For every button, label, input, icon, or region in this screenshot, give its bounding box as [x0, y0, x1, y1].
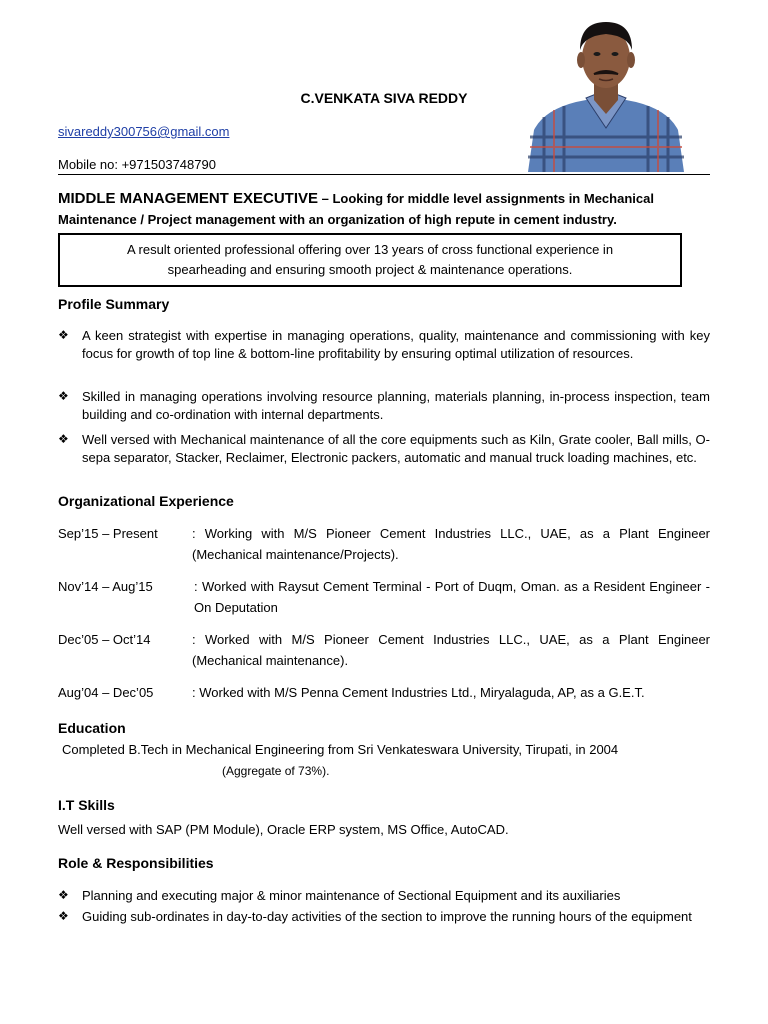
experience-date: Nov’14 – Aug’15 [58, 579, 153, 594]
experience-desc: : Working with M/S Pioneer Cement Industries LLC., UAE, as a Plant Engineer (Mechanical maintenance/Projects). [192, 526, 710, 562]
diamond-bullet-icon: ❖ [58, 389, 69, 403]
profile-photo [524, 2, 688, 172]
headline-line2: Maintenance / Project management with an organization of high repute in cement industry. [58, 212, 617, 227]
experience-entry [58, 523, 710, 565]
list-item [58, 908, 710, 926]
headline [58, 188, 710, 230]
experience-date: Aug’04 – Dec’05 [58, 685, 154, 700]
diamond-bullet-icon: ❖ [58, 909, 69, 923]
experience-heading: Organizational Experience [58, 493, 234, 509]
list-item-text: A keen strategist with expertise in managing operations, quality, maintenance and commissioning with key focus for growth of top line & bottom-line profitability by ensuring optimal utilization of resources. [82, 328, 710, 361]
list-item-text: Guiding sub-ordinates in day-to-day activities of the section to improve the running hours of the equipment [82, 909, 692, 924]
list-item [58, 887, 710, 905]
header-divider [58, 174, 710, 175]
experience-entry [58, 682, 710, 703]
list-item-text: Skilled in managing operations involving resource planning, materials planning, in-process inspection, team building and co-ordination with internal departments. [82, 389, 710, 422]
experience-desc: : Worked with M/S Penna Cement Industries Ltd., Miryalaguda, AP, as a G.E.T. [192, 685, 645, 700]
diamond-bullet-icon: ❖ [58, 328, 69, 342]
mobile-number: Mobile no: +971503748790 [58, 157, 216, 172]
summary-box-line2: spearheading and ensuring smooth project & maintenance operations. [167, 262, 573, 277]
headline-dash: – [318, 191, 333, 206]
list-item-text: Planning and executing major & minor maintenance of Sectional Equipment and its auxiliaries [82, 888, 621, 903]
email-link[interactable]: sivareddy300756@gmail.com [58, 124, 230, 139]
summary-box-line1: A result oriented professional offering over 13 years of cross functional experience in [126, 242, 614, 257]
experience-entry [58, 576, 710, 618]
headline-line1: Looking for middle level assignments in Mechanical [332, 191, 654, 206]
it-skills-heading: I.T Skills [58, 797, 115, 813]
diamond-bullet-icon: ❖ [58, 432, 69, 446]
list-item-text: Well versed with Mechanical maintenance of all the core equipments such as Kiln, Grate cooler, Ball mills, O-sepa separator, Stacker, Reclaimer, Electronic packers, automatic and manual truck loading machines, etc. [82, 432, 710, 465]
diamond-bullet-icon: ❖ [58, 888, 69, 902]
experience-entry [58, 629, 710, 671]
experience-desc: : Worked with M/S Pioneer Cement Industries LLC., UAE, as a Plant Engineer (Mechanical maintenance). [192, 632, 710, 668]
experience-desc: : Worked with Raysut Cement Terminal - Port of Duqm, Oman. as a Resident Engineer - On Deputation [194, 579, 710, 615]
profile-summary-heading: Profile Summary [58, 296, 170, 312]
education-degree: Completed B.Tech in Mechanical Engineering from Sri Venkateswara University, Tirupati, in 2004 [62, 742, 619, 757]
list-item [58, 388, 710, 423]
candidate-name: C.VENKATA SIVA REDDY [300, 90, 468, 106]
roles-heading: Role & Responsibilities [58, 855, 214, 871]
headline-title: MIDDLE MANAGEMENT EXECUTIVE [58, 190, 319, 207]
summary-box [58, 233, 682, 287]
experience-date: Sep’15 – Present [58, 526, 158, 541]
education-aggregate: (Aggregate of 73%). [222, 764, 330, 778]
list-item [58, 327, 710, 362]
education-heading: Education [58, 720, 126, 736]
list-item [58, 431, 710, 466]
it-skills-text: Well versed with SAP (PM Module), Oracle ERP system, MS Office, AutoCAD. [58, 822, 509, 837]
person-photo-icon [524, 2, 688, 172]
experience-date: Dec’05 – Oct’14 [58, 632, 151, 647]
